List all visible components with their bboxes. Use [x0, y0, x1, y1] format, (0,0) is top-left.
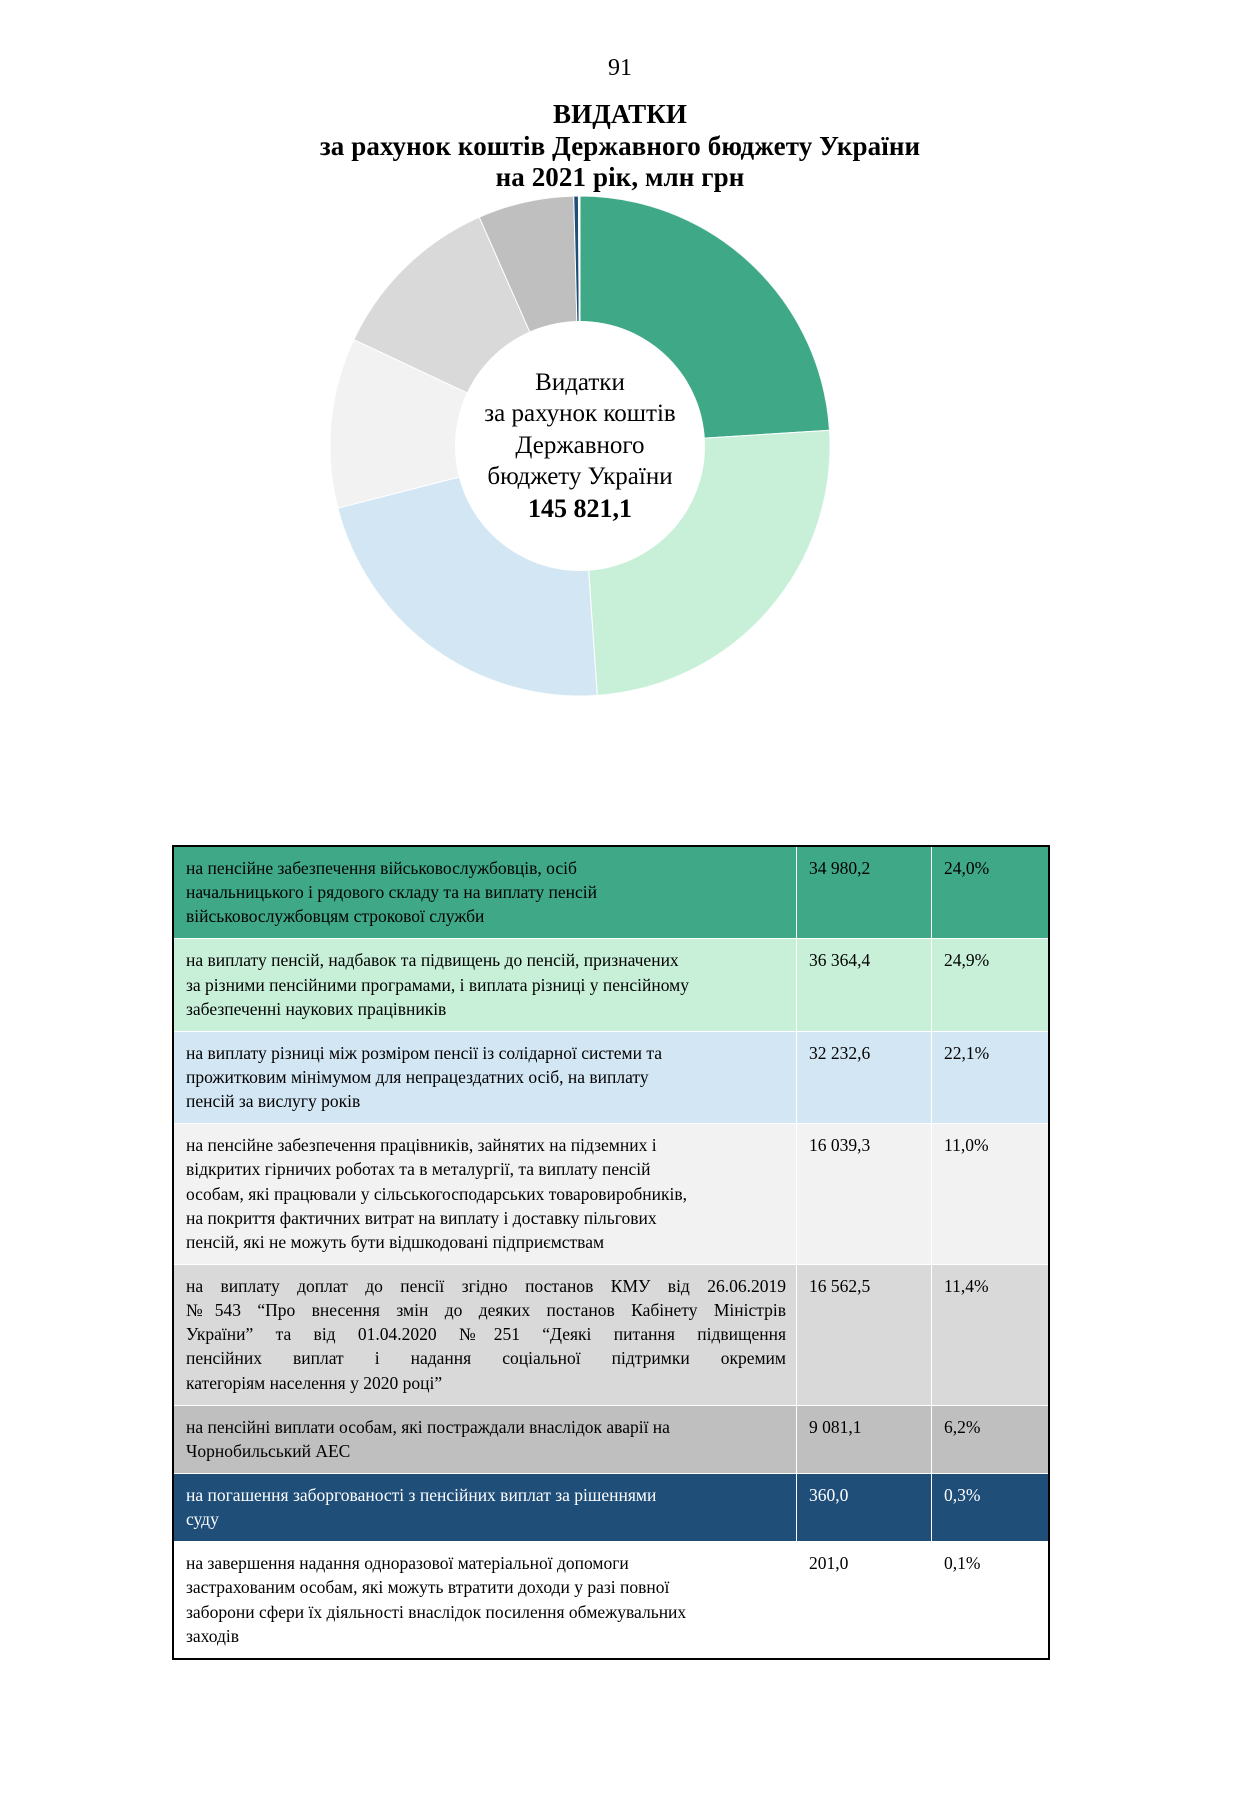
table-row: [173, 939, 1049, 1031]
table-label-line: Чорнобильський АЕС: [186, 1440, 351, 1461]
table-label-line: відкритих гірничих роботах та в металургії, та виплату пенсій: [186, 1159, 651, 1180]
table-row: [173, 1031, 1049, 1123]
table-label-line: пенсій, які не можуть бути відшкодовані підприємствам: [186, 1231, 605, 1252]
donut-center-line-4: бюджету України: [487, 463, 673, 491]
table-row: [173, 1405, 1049, 1473]
table-cell-value: 360,0: [797, 1473, 932, 1541]
title-line-3: на 2021 рік, млн грн: [495, 162, 745, 193]
table-cell-label: [173, 1264, 797, 1405]
table-cell-percent: 0,1%: [932, 1542, 1050, 1659]
table-label-line: суду: [186, 1509, 219, 1530]
table-row: [173, 846, 1049, 939]
title-line-2: за рахунок коштів Державного бюджету України: [319, 130, 921, 161]
table-label-line: заходів: [186, 1625, 240, 1646]
table-cell-value: 34 980,2: [797, 846, 932, 939]
table-label-line: прожитковим мінімумом для непрацездатних осіб, на виплату: [186, 1066, 649, 1087]
table-label-line: начальницького і рядового складу та на виплату пенсій: [186, 882, 598, 903]
table-cell-value: 32 232,6: [797, 1031, 932, 1123]
table-label-line: на покриття фактичних витрат на виплату і доставку пільгових: [186, 1207, 657, 1228]
table-cell-value: 16 039,3: [797, 1124, 932, 1265]
table-cell-label: [173, 1473, 797, 1541]
breakdown-table: [172, 845, 1050, 1660]
donut-center-total: 145 821,1: [528, 493, 632, 523]
table-label-line: на пенсійне забезпечення військовослужбовців, осіб: [186, 858, 577, 878]
donut-center-label: [455, 321, 705, 571]
table-label-line: на пенсійні виплати особам, які постраждали внаслідок аварії на: [186, 1416, 670, 1437]
table-cell-value: 36 364,4: [797, 939, 932, 1031]
table-cell-label: [173, 1405, 797, 1473]
table-label-line: на виплату доплат до пенсії згідно постанов КМУ від 26.06.2019: [186, 1275, 786, 1296]
table-cell-percent: 24,0%: [932, 846, 1050, 939]
table-label-line: за різними пенсійними програмами, і виплата різниці у пенсійному: [186, 974, 689, 995]
table-label-line: категоріям населення у 2020 році”: [186, 1372, 443, 1393]
table-label-line: на виплату різниці між розміром пенсії із солідарної системи та: [186, 1042, 662, 1063]
table-label-line: пенсійних виплат і надання соціальної підтримки окремим: [186, 1348, 786, 1369]
table-label-line: військовослужбовцям строкової служби: [186, 906, 485, 927]
table-label-line: на погашення заборгованості з пенсійних виплат за рішеннями: [186, 1484, 657, 1505]
table-label-line: України” та від 01.04.2020 №251 “Деякі питання підвищення: [186, 1324, 786, 1345]
table-cell-percent: 11,4%: [932, 1264, 1050, 1405]
table-label-line: на завершення надання одноразової матеріальної допомоги: [186, 1553, 629, 1574]
table-cell-percent: 24,9%: [932, 939, 1050, 1031]
table-cell-label: [173, 1542, 797, 1659]
page-title: [0, 99, 1240, 194]
table-label-line: застрахованим особам, які можуть втратити доходи у разі повної: [186, 1577, 670, 1598]
table-label-line: особам, які працювали у сільськогосподарських товаровиробників,: [186, 1183, 688, 1204]
table-row: [173, 1264, 1049, 1405]
table-cell-value: 201,0: [797, 1542, 932, 1659]
table-cell-label: [173, 846, 797, 939]
table-cell-label: [173, 1031, 797, 1123]
table-row: [173, 1473, 1049, 1541]
table-row: [173, 1542, 1049, 1659]
table-cell-value: 16 562,5: [797, 1264, 932, 1405]
donut-chart: [330, 196, 830, 696]
donut-center-line-3: Державного: [515, 431, 645, 459]
table-label-line: пенсій за вислугу років: [186, 1091, 361, 1112]
table-cell-percent: 22,1%: [932, 1031, 1050, 1123]
table-cell-percent: 0,3%: [932, 1473, 1050, 1541]
table-cell-label: [173, 1124, 797, 1265]
table-label-line: на пенсійне забезпечення працівників, зайнятих на підземних і: [186, 1135, 657, 1156]
table-label-line: №543 “Про внесення змін до деяких постанов Кабінету Міністрів: [186, 1300, 786, 1321]
table-label-line: забезпеченні наукових працівників: [186, 998, 447, 1019]
table-cell-label: [173, 939, 797, 1031]
table-row: [173, 1124, 1049, 1265]
table-cell-percent: 11,0%: [932, 1124, 1050, 1265]
table-cell-percent: 6,2%: [932, 1405, 1050, 1473]
table-cell-value: 9 081,1: [797, 1405, 932, 1473]
donut-center-line-2: за рахунок коштів: [484, 400, 676, 428]
table-label-line: заборони сфери їх діяльності внаслідок посилення обмежувальних: [186, 1601, 687, 1622]
table-label-line: на виплату пенсій, надбавок та підвищень до пенсій, призначених: [186, 950, 679, 971]
breakdown-table-wrap: [172, 845, 990, 1660]
donut-center-line-1: Видатки: [535, 368, 625, 396]
title-line-1: ВИДАТКИ: [553, 99, 687, 129]
page-number: 91: [608, 55, 632, 81]
